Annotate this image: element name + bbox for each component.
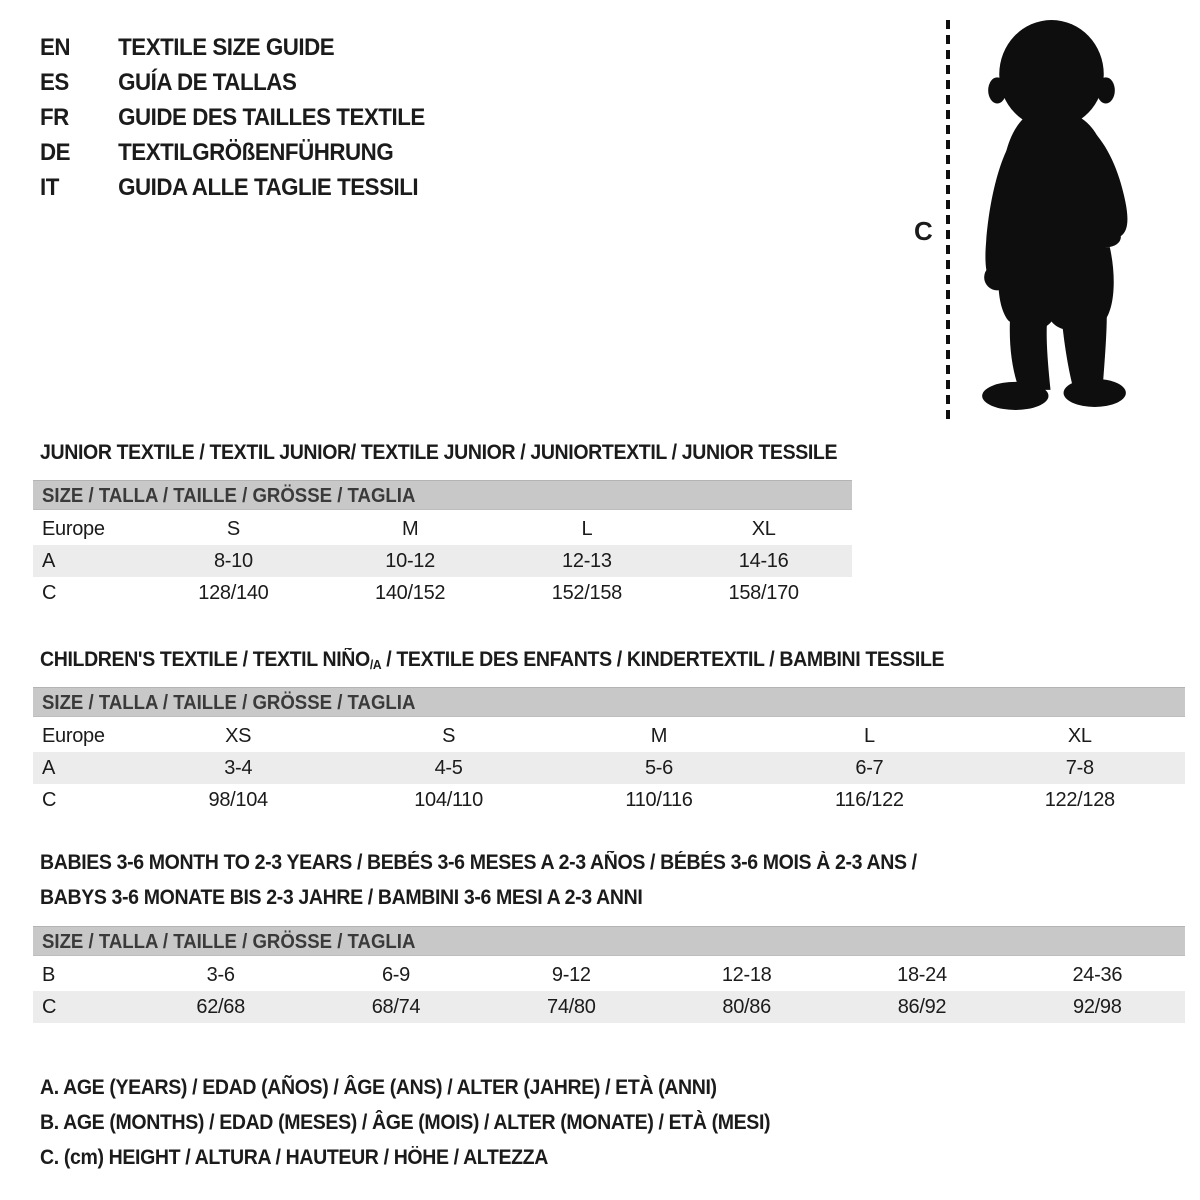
- list-item: [40, 100, 425, 135]
- table-cell: 110/116: [625, 789, 693, 811]
- table-cell: 6-7: [855, 757, 884, 779]
- row-label: B: [42, 964, 56, 986]
- table-cell: 62/68: [196, 996, 245, 1018]
- size-header-label: SIZE / TALLA / TAILLE / GRÖSSE / TAGLIA: [42, 692, 416, 714]
- table-cell: M: [401, 518, 419, 540]
- row-label: C: [42, 996, 57, 1018]
- table-cell: 86/92: [897, 996, 947, 1018]
- table-cell: 3-4: [224, 757, 253, 779]
- row-label: C: [42, 582, 57, 604]
- section-title-text: JUNIOR TEXTILE / TEXTIL JUNIOR/ TEXTILE JUNIOR / JUNIORTEXTIL / JUNIOR TESSILE: [40, 441, 838, 464]
- table-cell: M: [650, 725, 668, 747]
- table-row: [33, 577, 852, 609]
- table-row: [33, 720, 1185, 752]
- table-cell: 122/128: [1044, 789, 1115, 811]
- table-cell: XL: [1067, 725, 1092, 747]
- table-row: [33, 513, 852, 545]
- table-cell: S: [226, 518, 240, 540]
- section-title-text: BABIES 3-6 MONTH TO 2-3 YEARS / BEBÉS 3-6 MESES A 2-3 AÑOS / BÉBÉS 3-6 MOIS À 2-3 ANS /: [40, 851, 917, 874]
- table-cell: 3-6: [206, 964, 235, 986]
- children-size-table: [33, 687, 1185, 816]
- row-label: Europe: [42, 725, 105, 747]
- table-cell: 9-12: [551, 964, 591, 986]
- section-title-text: CHILDREN'S TEXTILE / TEXTIL NIÑO: [40, 648, 370, 671]
- table-cell: 6-9: [381, 964, 410, 986]
- row-label: A: [42, 757, 56, 779]
- table-body: [33, 959, 1185, 1023]
- table-cell: 12-13: [562, 550, 612, 572]
- language-title: GUIDA ALLE TAGLIE TESSILI: [118, 174, 419, 201]
- table-cell: 104/110: [414, 789, 483, 811]
- row-label: A: [42, 550, 56, 572]
- row-label: C: [42, 789, 57, 811]
- language-code: IT: [40, 174, 59, 201]
- table-row: [33, 545, 852, 577]
- measurement-legend: [40, 1070, 825, 1175]
- table-row: [33, 752, 1185, 784]
- table-cell: 98/104: [208, 789, 268, 811]
- language-title: GUÍA DE TALLAS: [118, 69, 297, 96]
- table-row: [33, 959, 1185, 991]
- table-cell: S: [442, 725, 456, 747]
- language-code: EN: [40, 34, 71, 61]
- list-item: [40, 170, 425, 205]
- language-title: GUIDE DES TAILLES TEXTILE: [118, 104, 425, 131]
- table-cell: 140/152: [375, 582, 446, 604]
- language-title-list: [40, 30, 425, 205]
- section-title-junior: [40, 435, 897, 475]
- section-title-text-line2: BABYS 3-6 MONATE BIS 2-3 JAHRE / BAMBINI 3-6 MESI A 2-3 ANNI: [40, 886, 643, 909]
- table-cell: 152/158: [551, 582, 622, 604]
- babies-size-table: [33, 926, 1185, 1023]
- section-title-subscript: /A: [369, 657, 382, 672]
- table-cell: XS: [225, 725, 252, 747]
- table-row: [33, 991, 1185, 1023]
- legend-line-b: B. AGE (MONTHS) / EDAD (MESES) / ÂGE (MOIS) / ALTER (MONATE) / ETÀ (MESI): [40, 1111, 771, 1134]
- table-cell: 128/140: [198, 582, 269, 604]
- language-code: FR: [40, 104, 69, 131]
- size-header-label: SIZE / TALLA / TAILLE / GRÖSSE / TAGLIA: [42, 485, 416, 507]
- table-cell: 158/170: [728, 582, 799, 604]
- table-cell: 80/86: [722, 996, 771, 1018]
- table-cell: 4-5: [434, 757, 463, 779]
- height-measure-label: C: [914, 216, 933, 246]
- table-cell: XL: [751, 518, 776, 540]
- table-cell: 92/98: [1073, 996, 1122, 1018]
- junior-size-table: [33, 480, 852, 609]
- legend-line-a: A. AGE (YEARS) / EDAD (AÑOS) / ÂGE (ANS) / ALTER (JAHRE) / ETÀ (ANNI): [40, 1076, 717, 1099]
- table-body: [33, 720, 1185, 816]
- toddler-silhouette-icon: [960, 14, 1142, 416]
- table-body: [33, 513, 852, 609]
- list-item: [40, 135, 425, 170]
- table-cell: 68/74: [371, 996, 421, 1018]
- height-measure-line: [946, 20, 950, 420]
- language-title: TEXTILGRÖßENFÜHRUNG: [118, 139, 394, 166]
- table-cell: 18-24: [897, 964, 947, 986]
- size-header-bar: [33, 480, 852, 510]
- row-label: Europe: [42, 518, 105, 540]
- list-item: [40, 65, 425, 100]
- table-cell: L: [863, 725, 875, 747]
- list-item: [40, 30, 425, 65]
- size-header-label: SIZE / TALLA / TAILLE / GRÖSSE / TAGLIA: [42, 931, 416, 953]
- table-row: [33, 784, 1185, 816]
- table-cell: 8-10: [213, 550, 253, 572]
- table-cell: 14-16: [738, 550, 789, 572]
- table-cell: L: [581, 518, 593, 540]
- language-code: DE: [40, 139, 71, 166]
- size-header-bar: [33, 926, 1185, 956]
- measurement-figure: [898, 12, 1190, 422]
- table-cell: 7-8: [1065, 757, 1094, 779]
- legend-line-c: C. (cm) HEIGHT / ALTURA / HAUTEUR / HÖHE / ALTEZZA: [40, 1146, 548, 1169]
- language-title: TEXTILE SIZE GUIDE: [118, 34, 335, 61]
- size-header-bar: [33, 687, 1185, 717]
- table-cell: 116/122: [835, 789, 904, 811]
- section-title-text: / TEXTILE DES ENFANTS / KINDERTEXTIL / BAMBINI TESSILE: [381, 648, 945, 671]
- table-cell: 10-12: [385, 550, 435, 572]
- section-title-babies: [40, 845, 983, 915]
- table-cell: 24-36: [1072, 964, 1123, 986]
- table-cell: 74/80: [547, 996, 596, 1018]
- language-code: ES: [40, 69, 69, 96]
- table-cell: 12-18: [721, 964, 772, 986]
- table-cell: 5-6: [644, 757, 673, 779]
- section-title-children: [40, 642, 1012, 682]
